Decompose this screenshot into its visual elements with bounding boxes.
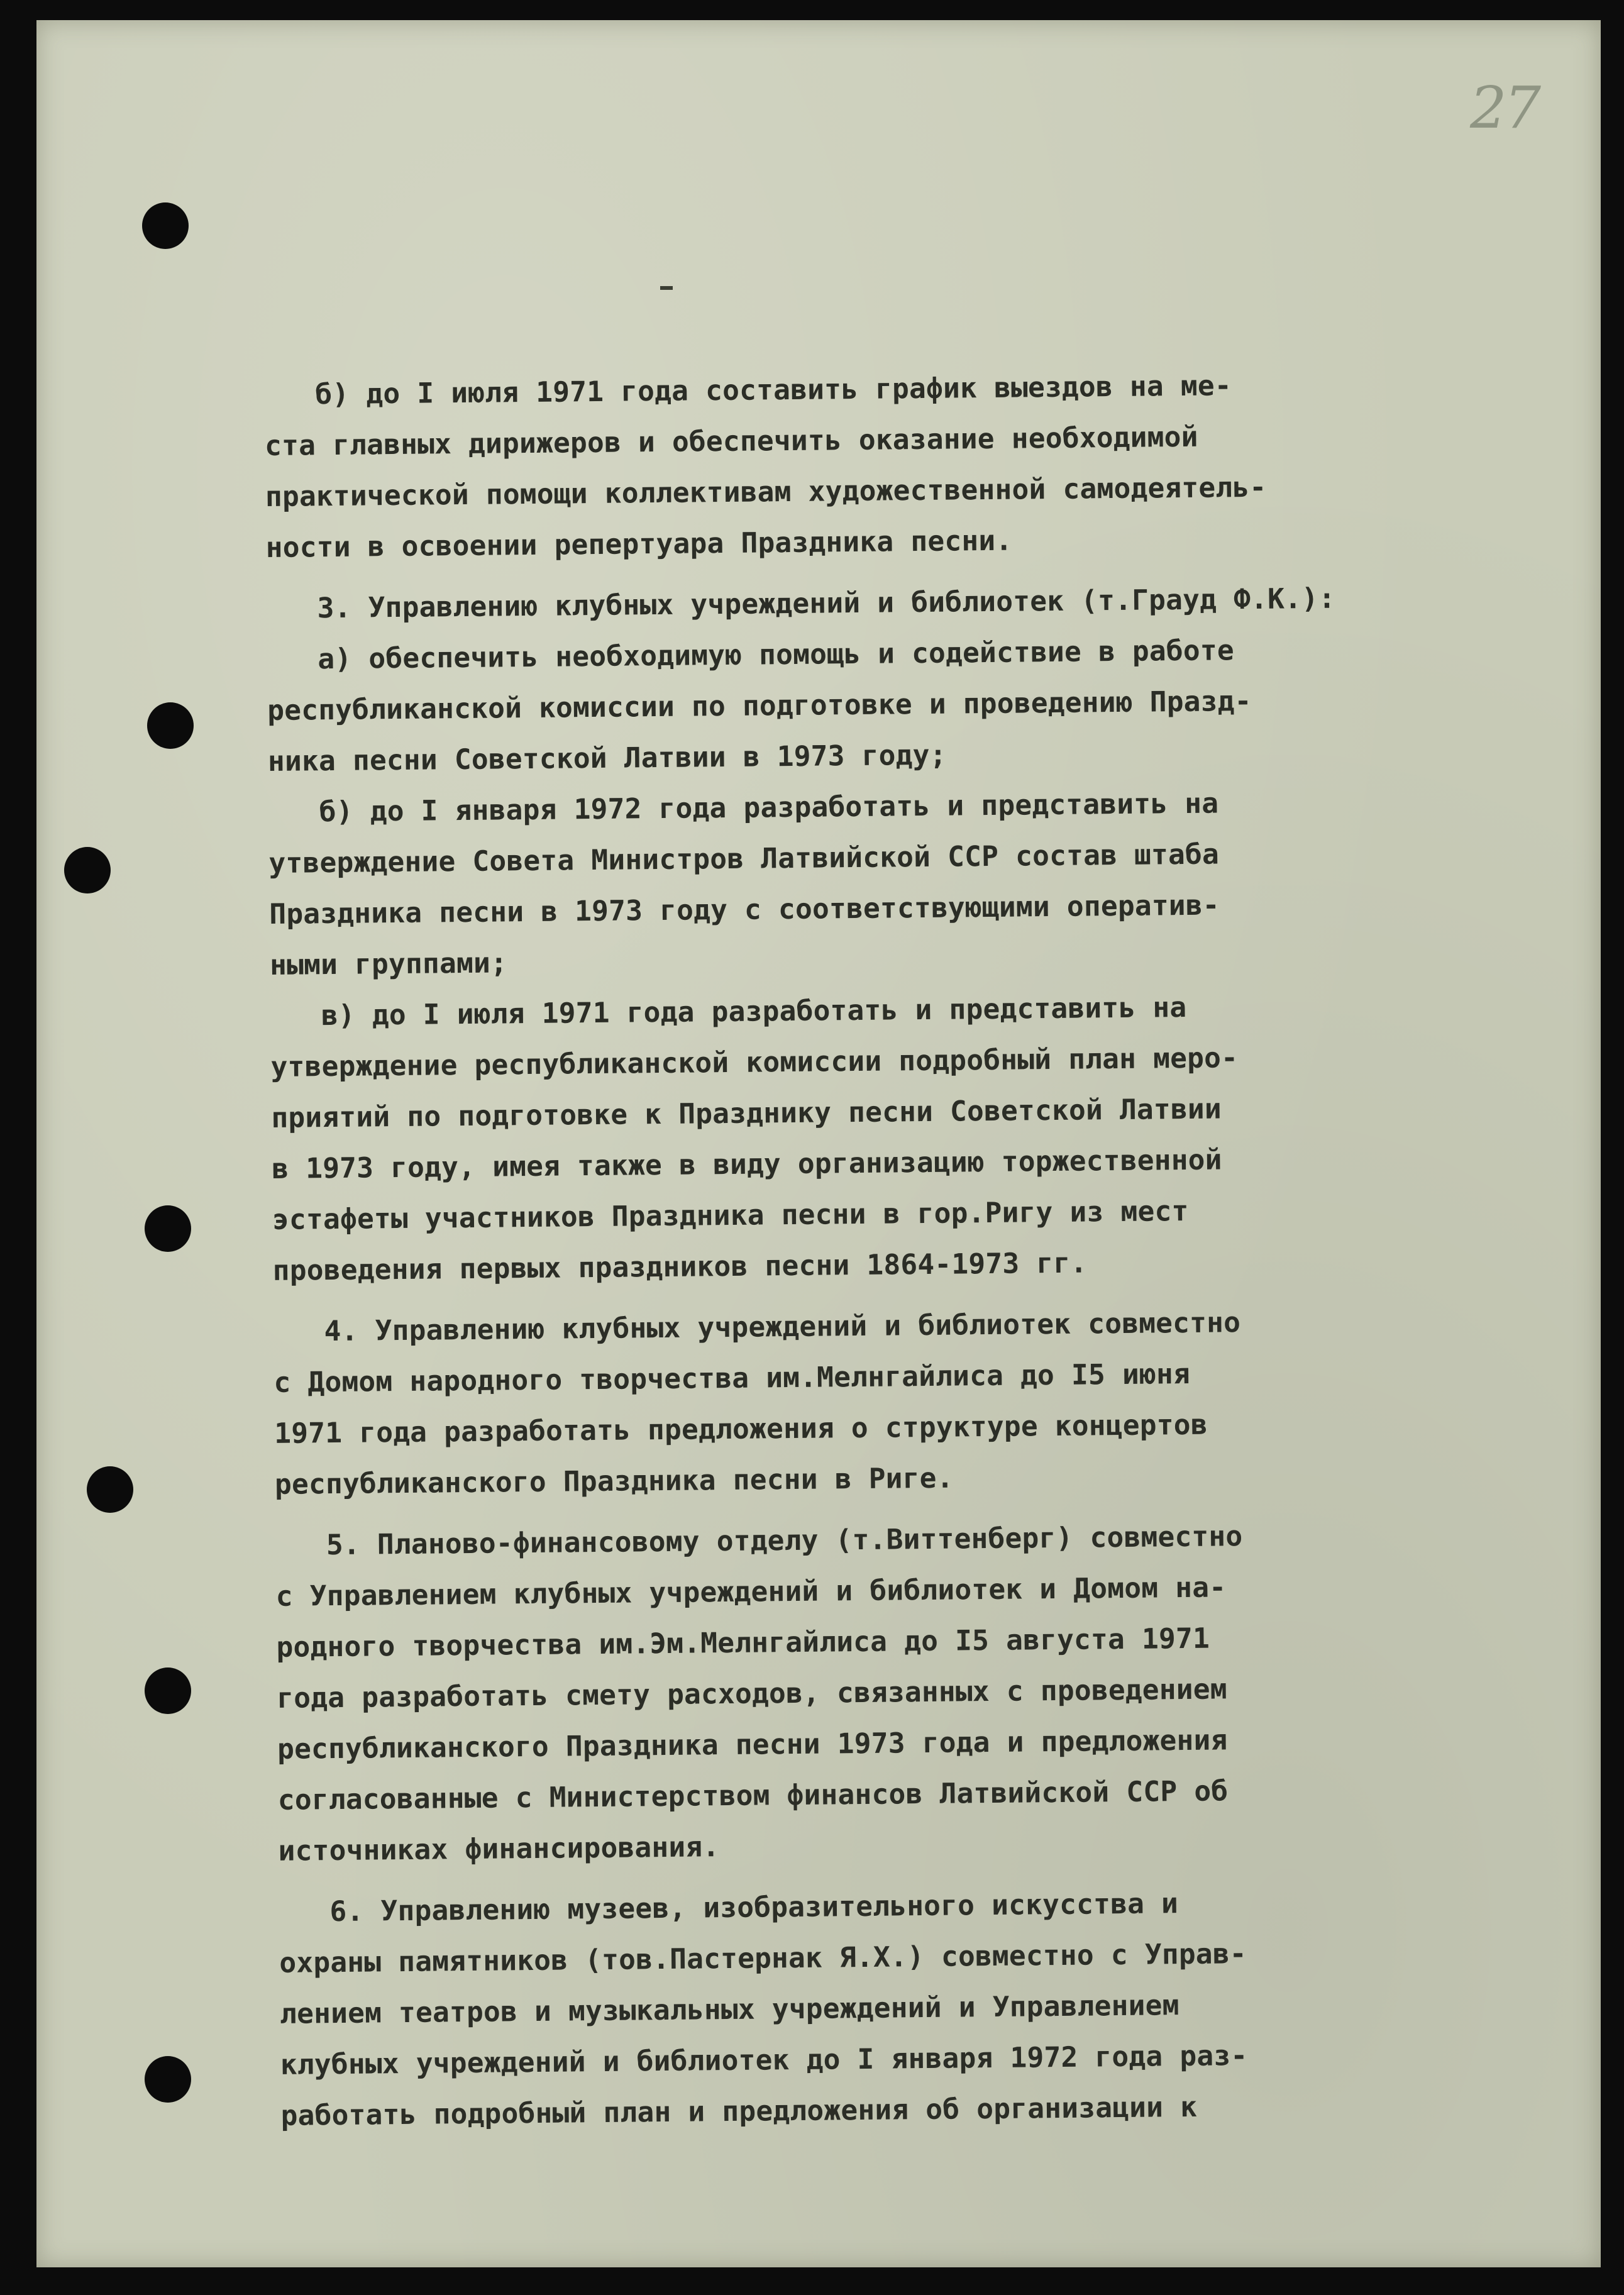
text-line: 6. Управлению музеев, изобразительного искусства и	[279, 1888, 1179, 1928]
text-line: ста главных дирижеров и обеспечить оказание необходимой	[264, 421, 1198, 462]
text-line: утверждение Совета Министров Латвийской ССР состав штаба	[268, 838, 1220, 880]
paragraph-3-clubs-and-libraries	[266, 573, 1392, 1297]
paragraph-6-museums	[279, 1876, 1400, 2142]
punch-hole	[87, 1466, 133, 1513]
text-line: республиканского Праздника песни в Риге.	[274, 1462, 954, 1501]
text-line: 1971 года разработать предложения о структуре концертов	[274, 1408, 1208, 1450]
text-line: 4. Управлению клубных учреждений и библиотек совместно	[273, 1307, 1241, 1348]
text-line: с Управлением клубных учреждений и библиотек и Домом на-	[275, 1571, 1227, 1613]
text-line: а) обеспечить необходимую помощь и содействие в работе	[267, 634, 1235, 676]
text-line: клубных учреждений и библиотек до I января 1972 года раз-	[280, 2040, 1248, 2081]
text-line: б) до I июля 1971 года составить график выездов на ме-	[264, 370, 1232, 411]
paragraph-4-concert-structure	[273, 1296, 1394, 1510]
text-line: года разработать смету расходов, связанных с проведением	[277, 1673, 1227, 1715]
text-line: охраны памятников (тов.Пастернак Я.Х.) совместно с Управ-	[279, 1938, 1247, 1979]
text-line: работать подробный план и предложения об организации к	[280, 2091, 1198, 2132]
text-line: лением театров и музыкальных учреждений и Управлением	[279, 1989, 1179, 2030]
punch-hole	[145, 1205, 191, 1252]
text-line: родного творчества им.Эм.Мелнгайлиса до I5 августа 1971	[276, 1622, 1210, 1664]
text-line: в 1973 году, имея также в виду организацию торжественной	[271, 1144, 1222, 1185]
text-line: 5. Планово-финансовому отделу (т.Виттенберг) совместно	[275, 1520, 1243, 1562]
paragraph-5-budget	[275, 1510, 1398, 1877]
text-line: ности в освоении репертуара Праздника песни.	[265, 524, 1013, 564]
text-line: в) до I июля 1971 года разработать и представить на	[270, 991, 1187, 1032]
text-line: источниках финансирования.	[278, 1831, 720, 1867]
punch-hole	[147, 702, 194, 749]
punch-hole	[64, 847, 111, 893]
text-line: утверждение республиканской комиссии подробный план меро-	[270, 1042, 1239, 1083]
text-line: б) до I января 1972 года разработать и представить на	[268, 787, 1219, 829]
text-line: республиканской комиссии по подготовке и проведению Празд-	[267, 685, 1252, 727]
text-line: ника песни Советской Латвии в 1973 году;	[267, 739, 947, 778]
text-line: с Домом народного творчества им.Мелнгайлиса до I5 июня	[273, 1358, 1191, 1399]
punch-hole	[145, 2056, 191, 2103]
punch-hole	[142, 202, 189, 249]
text-line: Праздника песни в 1973 году с соответствующими оператив-	[269, 889, 1220, 931]
paragraph-b-rehearsal-schedule	[264, 359, 1385, 573]
document-body	[264, 359, 1400, 2142]
text-line: приятий по подготовке к Празднику песни Советской Латвии	[271, 1093, 1222, 1134]
page-number: 27	[1470, 74, 1539, 141]
text-line: проведения первых праздников песни 1864-1973 гг.	[272, 1247, 1088, 1287]
dash-mark	[660, 286, 673, 290]
text-line: 3. Управлению клубных учреждений и библиотек (т.Грауд Ф.К.):	[266, 582, 1336, 625]
text-line: республиканского Праздника песни 1973 года и предложения	[277, 1724, 1228, 1766]
text-line: практической помощи коллективам художественной самодеятель-	[265, 471, 1267, 513]
text-line: эстафеты участников Праздника песни в гор.Ригу из мест	[272, 1195, 1189, 1236]
text-line: согласованные с Министерством финансов Латвийской ССР об	[277, 1775, 1229, 1817]
punch-hole	[145, 1667, 191, 1714]
text-line: ными группами;	[269, 947, 508, 982]
